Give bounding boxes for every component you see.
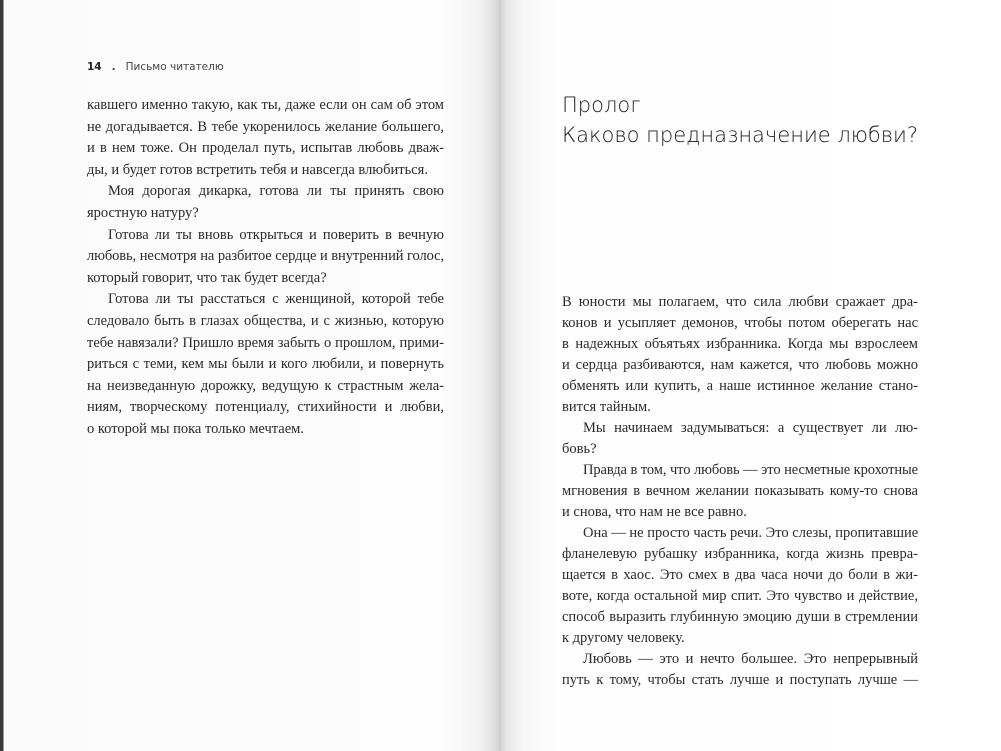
text-line: воте, когда остальной мир спит. Это чувство и действие, bbox=[562, 588, 918, 604]
text-line: бовь? bbox=[562, 441, 597, 457]
left-page bbox=[0, 0, 500, 751]
text-line: не догадывается. В тебе укоренилось желание большего, bbox=[87, 118, 444, 135]
text-line: Правда в том, что любовь — это несметные крохотные bbox=[583, 462, 918, 478]
page-number: 14 bbox=[87, 61, 102, 73]
text-line: и снова, что нам не все равно. bbox=[562, 504, 747, 520]
text-line: риться с теми, кем мы были и кого любили, и повернуть bbox=[87, 356, 444, 373]
text-line: способ выразить глубинную эмоцию души в стремлении bbox=[562, 609, 918, 625]
text-line: который говорит, что так будет всегда? bbox=[87, 269, 327, 286]
text-line: любовь, несмотря на разбитое сердце и внутренний голос, bbox=[87, 248, 444, 265]
right-body-text bbox=[562, 292, 918, 691]
text-line: щается в хаос. Это смех в два часа ночи до боли в жи- bbox=[562, 567, 918, 583]
text-line: вится тайным. bbox=[562, 399, 651, 415]
running-head-title: Письмо читателю bbox=[125, 61, 224, 73]
chapter-heading bbox=[562, 90, 918, 150]
text-line: следовало быть в глазах общества, и с жизнью, которую bbox=[87, 312, 444, 329]
text-line: о которой мы пока только мечтаем. bbox=[87, 420, 304, 437]
chapter-label: Пролог bbox=[562, 93, 641, 117]
text-line: и в нем тоже. Он проделал путь, испытав любовь дваж- bbox=[87, 140, 444, 157]
text-line: кавшего именно такую, как ты, даже если он сам об этом bbox=[87, 97, 444, 113]
running-head bbox=[87, 61, 224, 73]
left-body-text bbox=[87, 95, 444, 441]
text-line: путь к тому, чтобы стать лучше и поступать лучше — bbox=[562, 672, 918, 688]
text-line: фланелевую рубашку избранника, когда жизнь превра- bbox=[562, 546, 918, 562]
text-line: мгновения в вечном желании показывать кому-то снова bbox=[562, 483, 918, 499]
text-line: В юности мы полагаем, что сила любви сражает дра- bbox=[562, 294, 918, 310]
text-line: Готова ли ты расстаться с женщиной, которой тебе bbox=[108, 291, 444, 308]
text-line: Она — не просто часть речи. Это слезы, пропитавшие bbox=[583, 525, 919, 541]
text-line: Любовь — это и нечто большее. Это непрерывный bbox=[583, 651, 918, 667]
text-line: ды, и будет готов встретить тебя и навсегда влюбиться. bbox=[87, 161, 428, 178]
text-line: к другому человеку. bbox=[562, 630, 685, 646]
separator: . bbox=[111, 61, 116, 73]
text-line: Мы начинаем задумываться: а существует ли лю- bbox=[583, 420, 918, 436]
text-line: Моя дорогая дикарка, готова ли ты принять свою bbox=[108, 183, 444, 200]
text-line: обменять или купить, а наше истинное желание стано- bbox=[562, 378, 918, 394]
text-line: и сердца разбиваются, нам кажется, что любовь можно bbox=[562, 357, 918, 373]
text-line: яростную натуру? bbox=[87, 204, 199, 221]
text-line: конов и усыпляет демонов, чтобы потом оберегать нас bbox=[562, 315, 918, 331]
text-line: на неизведанную дорожку, ведущую к страстным жела- bbox=[87, 377, 444, 394]
text-line: в надежных объятьях избранника. Когда мы взрослеем bbox=[562, 336, 918, 352]
text-line: Готова ли ты вновь открыться и поверить в вечную bbox=[108, 226, 444, 243]
chapter-title: Каково предназначение любви? bbox=[562, 123, 919, 147]
right-page bbox=[500, 0, 1001, 751]
text-line: тебе навязали? Пришло время забыть о прошлом, прими- bbox=[87, 334, 444, 351]
text-line: ниям, творческому потенциалу, стихийности и любви, bbox=[87, 399, 444, 416]
